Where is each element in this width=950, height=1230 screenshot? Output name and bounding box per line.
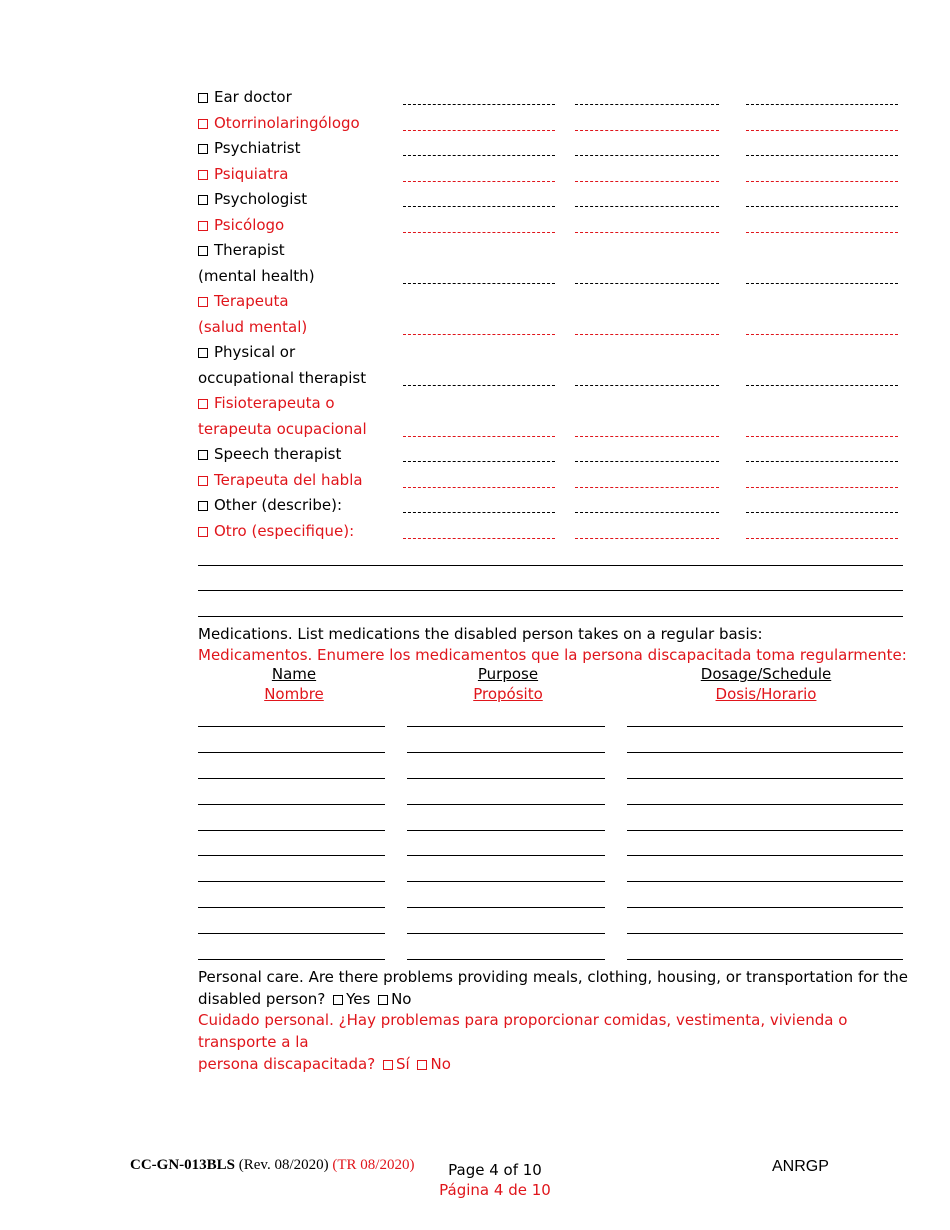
med-purpose-line[interactable] [407,959,605,960]
page-number-en: Page 4 of 10 [448,1161,542,1179]
blank-line[interactable] [575,461,719,462]
checkbox-icon[interactable] [198,119,208,129]
provider-fisioterapeuta[interactable]: Fisioterapeuta o [198,394,335,412]
blank-line[interactable] [575,334,719,335]
med-name-line[interactable] [198,778,385,779]
yes-checkbox[interactable] [333,995,343,1005]
med-dosage-line[interactable] [627,830,903,831]
describe-line[interactable] [198,590,903,591]
med-purpose-line[interactable] [407,855,605,856]
form-code: CC-GN-013BLS (Rev. 08/2020) (TR 08/2020) [130,1157,415,1173]
medications-prompt-es: Medicamentos. Enumere los medicamentos que la persona discapacitada toma regularmente: [198,646,907,664]
blank-line[interactable] [575,487,719,488]
no-es-checkbox[interactable] [417,1060,427,1070]
blank-line[interactable] [575,538,719,539]
checkbox-icon[interactable] [198,450,208,460]
blank-line[interactable] [403,155,555,156]
checkbox-icon[interactable] [198,399,208,409]
no-checkbox[interactable] [378,995,388,1005]
blank-line[interactable] [575,181,719,182]
personal-care-es [198,1009,908,1075]
blank-line[interactable] [746,181,898,182]
checkbox-icon[interactable] [198,170,208,180]
provider-otro[interactable]: Otro (especifique): [198,522,354,540]
blank-line[interactable] [403,436,555,437]
blank-line[interactable] [403,232,555,233]
blank-line[interactable] [575,130,719,131]
checkbox-icon[interactable] [198,348,208,358]
checkbox-icon[interactable] [198,221,208,231]
personal-care-en-line2: disabled person? Yes No [198,990,412,1008]
blank-line[interactable] [575,155,719,156]
provider-other[interactable]: Other (describe): [198,496,342,514]
med-dosage-line[interactable] [627,726,903,727]
med-purpose-line[interactable] [407,933,605,934]
med-dosage-line[interactable] [627,855,903,856]
checkbox-icon[interactable] [198,527,208,537]
header-dosage: Dosage/Schedule [700,665,832,683]
blank-line[interactable] [403,334,555,335]
blank-line[interactable] [746,538,898,539]
personal-care-es-line2: persona discapacitada? Sí No [198,1055,451,1073]
provider-terapeuta-habla[interactable]: Terapeuta del habla [198,471,363,489]
checkbox-icon[interactable] [198,476,208,486]
personal-care-en [198,966,908,1010]
med-name-line[interactable] [198,726,385,727]
provider-psiquiatra[interactable]: Psiquiatra [198,165,288,183]
blank-line[interactable] [403,538,555,539]
blank-line[interactable] [575,104,719,105]
blank-line[interactable] [403,461,555,462]
med-purpose-line[interactable] [407,804,605,805]
personal-care-en-line1: Personal care. Are there problems providing meals, clothing, housing, or transportation for the [198,968,908,986]
describe-line[interactable] [198,616,903,617]
si-checkbox[interactable] [383,1060,393,1070]
header-purpose: Purpose [477,665,539,683]
med-purpose-line[interactable] [407,778,605,779]
med-purpose-line[interactable] [407,726,605,727]
checkbox-icon[interactable] [198,93,208,103]
provider-physical-therapist[interactable]: Physical or [198,343,295,361]
provider-therapist-line2: (mental health) [198,267,315,285]
med-dosage-line[interactable] [627,752,903,753]
blank-line[interactable] [746,104,898,105]
blank-line[interactable] [575,436,719,437]
blank-line[interactable] [575,512,719,513]
blank-line[interactable] [746,487,898,488]
blank-line[interactable] [575,232,719,233]
med-purpose-line[interactable] [407,752,605,753]
describe-line[interactable] [198,565,903,566]
med-purpose-line[interactable] [407,830,605,831]
medications-prompt-en: Medications. List medications the disabled person takes on a regular basis: [198,625,763,643]
blank-line[interactable] [575,206,719,207]
header-name: Name [271,665,317,683]
page-number-es: Página 4 de 10 [439,1181,551,1199]
provider-speech-therapist[interactable]: Speech therapist [198,445,341,463]
blank-line[interactable] [746,155,898,156]
med-purpose-line[interactable] [407,881,605,882]
provider-psychiatrist[interactable]: Psychiatrist [198,139,301,157]
med-name-line[interactable] [198,855,385,856]
blank-line[interactable] [403,130,555,131]
med-name-line[interactable] [198,933,385,934]
provider-fisioterapeuta-line2: terapeuta ocupacional [198,420,367,438]
blank-line[interactable] [746,461,898,462]
blank-line[interactable] [575,283,719,284]
med-name-line[interactable] [198,881,385,882]
checkbox-icon[interactable] [198,501,208,511]
checkbox-icon[interactable] [198,144,208,154]
med-dosage-line[interactable] [627,804,903,805]
checkbox-icon[interactable] [198,195,208,205]
header-proposito: Propósito [473,685,543,703]
blank-line[interactable] [575,385,719,386]
med-name-line[interactable] [198,959,385,960]
provider-terapeuta[interactable]: Terapeuta [198,292,289,310]
form-suffix-code: ANRGP [772,1158,829,1175]
provider-otorrinolaringologo[interactable]: Otorrinolaringólogo [198,114,360,132]
blank-line[interactable] [403,181,555,182]
blank-line[interactable] [746,436,898,437]
blank-line[interactable] [403,487,555,488]
personal-care-es-line1: Cuidado personal. ¿Hay problemas para proporcionar comidas, vestimenta, vivienda o transporte a la [198,1011,848,1051]
blank-line[interactable] [403,512,555,513]
blank-line[interactable] [746,385,898,386]
med-name-line[interactable] [198,830,385,831]
checkbox-icon[interactable] [198,297,208,307]
med-dosage-line[interactable] [627,907,903,908]
blank-line[interactable] [403,283,555,284]
blank-line[interactable] [746,206,898,207]
med-dosage-line[interactable] [627,933,903,934]
checkbox-icon[interactable] [198,246,208,256]
blank-line[interactable] [746,232,898,233]
header-nombre: Nombre [264,685,324,703]
med-name-line[interactable] [198,907,385,908]
med-name-line[interactable] [198,804,385,805]
header-dosis: Dosis/Horario [715,685,817,703]
med-name-line[interactable] [198,752,385,753]
blank-line[interactable] [746,130,898,131]
med-dosage-line[interactable] [627,881,903,882]
med-dosage-line[interactable] [627,778,903,779]
blank-line[interactable] [403,206,555,207]
blank-line[interactable] [403,104,555,105]
provider-physical-therapist-line2: occupational therapist [198,369,367,387]
provider-psicologo[interactable]: Psicólogo [198,216,284,234]
blank-line[interactable] [403,385,555,386]
med-dosage-line[interactable] [627,959,903,960]
provider-ear-doctor[interactable]: Ear doctor [198,88,292,106]
provider-terapeuta-line2: (salud mental) [198,318,308,336]
med-purpose-line[interactable] [407,907,605,908]
blank-line[interactable] [746,334,898,335]
provider-psychologist[interactable]: Psychologist [198,190,307,208]
blank-line[interactable] [746,283,898,284]
blank-line[interactable] [746,512,898,513]
provider-therapist[interactable]: Therapist [198,241,285,259]
